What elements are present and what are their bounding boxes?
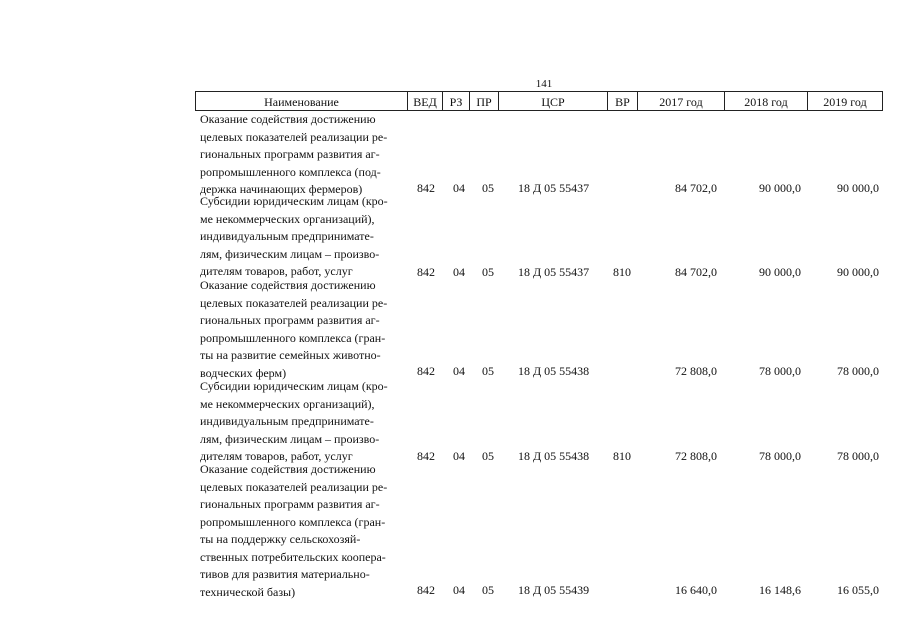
row-pr: 05: [482, 265, 494, 279]
row-rz: 04: [453, 181, 465, 195]
row-2017: 84 702,0: [675, 265, 717, 279]
row-2018: 78 000,0: [759, 449, 801, 463]
row-2019: 90 000,0: [837, 181, 879, 195]
header-rz: РЗ: [443, 92, 470, 110]
row-csr: 18 Д 05 55439: [518, 583, 590, 597]
row-pr: 05: [482, 583, 494, 597]
row-name: Субсидии юридическим лицам (кро- ме некоммерческих организаций), индивидуальным предпринимате- лям, физическим лицам – произво- дителям товаров, работ, услуг: [200, 194, 388, 278]
row-name: Оказание содействия достижению целевых показателей реализации ре- гиональных программ развития аг- ропромышленного комплекса (гран- ты на поддержку сельскохозяй- ственных потребительских коопера- тивов для развития материально- технической базы): [200, 462, 388, 599]
header-pr: ПР: [470, 92, 499, 110]
header-2018: 2018 год: [725, 92, 808, 110]
header-ved: ВЕД: [408, 92, 443, 110]
row-vr: 810: [613, 265, 631, 279]
row-ved: 842: [417, 449, 435, 463]
row-rz: 04: [453, 583, 465, 597]
header-csr: ЦСР: [499, 92, 608, 110]
row-2019: 78 000,0: [837, 449, 879, 463]
table-header: [195, 91, 883, 111]
row-2017: 72 808,0: [675, 364, 717, 378]
header-name: Наименование: [196, 92, 408, 110]
row-2019: 16 055,0: [837, 583, 879, 597]
row-2017: 84 702,0: [675, 181, 717, 195]
row-ved: 842: [417, 364, 435, 378]
row-2017: 72 808,0: [675, 449, 717, 463]
row-2019: 90 000,0: [837, 265, 879, 279]
row-rz: 04: [453, 265, 465, 279]
row-pr: 05: [482, 181, 494, 195]
row-ved: 842: [417, 583, 435, 597]
row-ved: 842: [417, 265, 435, 279]
row-rz: 04: [453, 449, 465, 463]
row-pr: 05: [482, 449, 494, 463]
row-ved: 842: [417, 181, 435, 195]
header-2019: 2019 год: [823, 95, 867, 109]
row-csr: 18 Д 05 55437: [518, 265, 590, 279]
row-2018: 78 000,0: [759, 364, 801, 378]
row-name: Субсидии юридическим лицам (кро- ме некоммерческих организаций), индивидуальным предпринимате- лям, физическим лицам – произво- дителям товаров, работ, услуг: [200, 379, 388, 463]
row-rz: 04: [453, 364, 465, 378]
row-2018: 16 148,6: [759, 583, 801, 597]
header-2017: 2017 год: [638, 92, 725, 110]
row-2017: 16 640,0: [675, 583, 717, 597]
row-pr: 05: [482, 364, 494, 378]
row-csr: 18 Д 05 55437: [518, 181, 590, 195]
row-2018: 90 000,0: [759, 265, 801, 279]
row-vr: 810: [613, 449, 631, 463]
row-csr: 18 Д 05 55438: [518, 449, 590, 463]
row-name: Оказание содействия достижению целевых показателей реализации ре- гиональных программ развития аг- ропромышленного комплекса (под- держка начинающих фермеров): [200, 112, 388, 196]
row-name: Оказание содействия достижению целевых показателей реализации ре- гиональных программ развития аг- ропромышленного комплекса (гран- ты на развитие семейных животно- водческих ферм): [200, 278, 388, 380]
row-csr: 18 Д 05 55438: [518, 364, 590, 378]
page-number: 141: [535, 78, 553, 90]
header-vr: ВР: [608, 92, 638, 110]
row-2018: 90 000,0: [759, 181, 801, 195]
row-2019: 78 000,0: [837, 364, 879, 378]
